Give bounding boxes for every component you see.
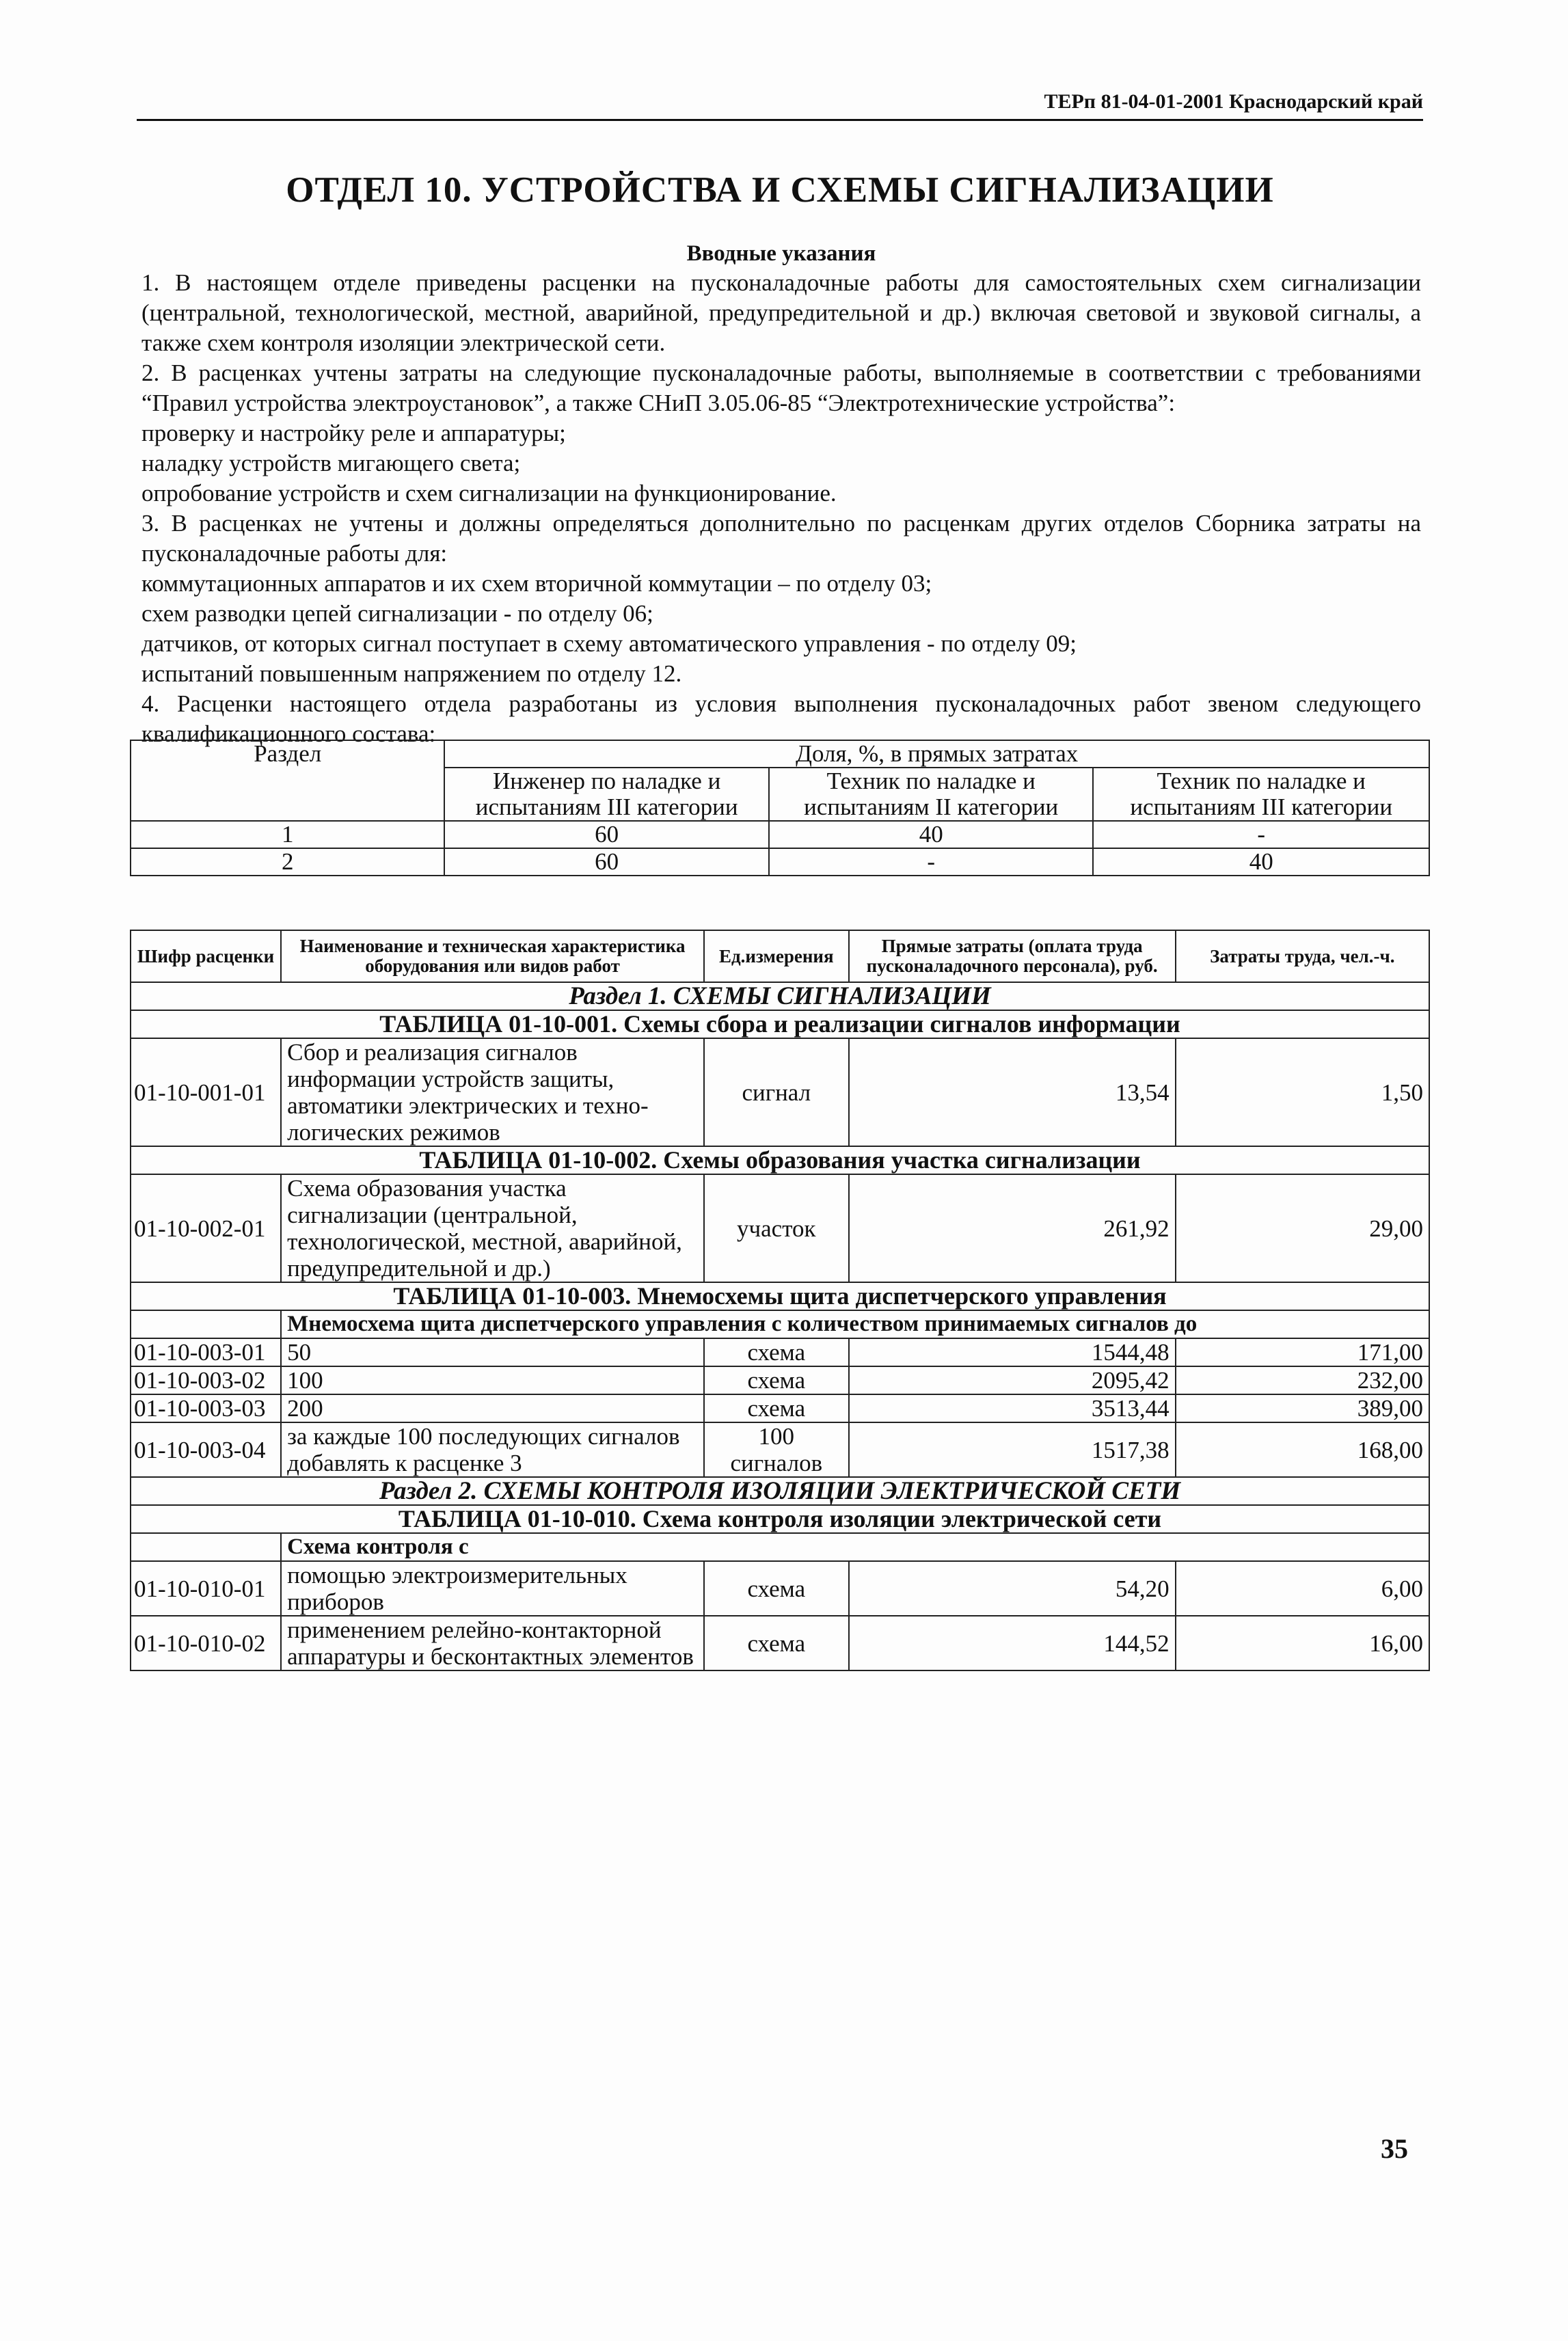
rate-unit: схема [704,1561,849,1616]
document-header: ТЕРп 81-04-01-2001 Краснодарский край [1044,90,1423,113]
note-paragraph: 2. В расценках учтены затраты на следующие пусконаладочные работы, выполняемые в соответствии с требованиями “Правил устройства электроустановок”, а также СНиП 3.05.06-85 “Электротехнические устройства”: [141,360,1421,416]
table-row [131,1366,1429,1394]
rate-unit: схема [704,1338,849,1366]
rate-description: 200 [281,1394,704,1422]
table-row [131,740,1429,768]
table-title: ТАБЛИЦА 01-10-010. Схема контроля изоляции электрической сети [131,1505,1429,1533]
section-title: Раздел 1. СХЕМЫ СИГНАЛИЗАЦИИ [131,982,1429,1010]
rate-unit: 100 сигналов [704,1422,849,1477]
table-header-row [131,930,1429,982]
rate-code: 01-10-003-04 [131,1422,281,1477]
note-paragraph: наладку устройств мигающего света; [141,450,521,476]
header-cell: Техник по наладке и испытаниям II категории [769,768,1094,821]
header-cell: Прямые затраты (оплата труда пусконаладочного персонала), руб. [849,930,1176,982]
rate-labor: 389,00 [1176,1394,1429,1422]
table-row [131,821,1429,848]
header-cell: Ед.измерения [704,930,849,982]
table-cell: 40 [769,821,1094,848]
note-paragraph: датчиков, от которых сигнал поступает в схему автоматического управления - по отделу 09; [141,630,1077,657]
table-title-row [131,1146,1429,1174]
header-cell: Инженер по наладке и испытаниям III категории [444,768,769,821]
table-row [131,1561,1429,1616]
rate-cost: 13,54 [849,1038,1176,1146]
rate-cost: 54,20 [849,1561,1176,1616]
page-number: 35 [1381,2133,1408,2164]
table-row [131,1422,1429,1477]
note-paragraph: 1. В настоящем отделе приведены расценки на пусконаладочные работы для самостоятельных схем сигнализации (центральной, технологической, местной, аварийной, предупредительной и др.) включая световой и звуковой сигналы, а также схем контроля изоляции электрической сети. [141,269,1421,356]
rate-code: 01-10-003-03 [131,1394,281,1422]
table-title: ТАБЛИЦА 01-10-001. Схемы сбора и реализации сигналов информации [131,1010,1429,1038]
table-title-row [131,1010,1429,1038]
table-cell: - [1093,821,1429,848]
note-paragraph: 3. В расценках не учтены и должны определяться дополнительно по расценкам других отделов Сборника затраты на пусконаладочные работы для: [141,510,1421,567]
rate-labor: 168,00 [1176,1422,1429,1477]
header-cell: Шифр расценки [131,930,281,982]
rate-unit: сигнал [704,1038,849,1146]
header-cell: Доля, %, в прямых затратах [444,740,1429,768]
table-title: ТАБЛИЦА 01-10-002. Схемы образования участка сигнализации [131,1146,1429,1174]
rate-code: 01-10-010-02 [131,1616,281,1670]
rate-cost: 261,92 [849,1174,1176,1282]
table-title: ТАБЛИЦА 01-10-003. Мнемосхемы щита диспетчерского управления [131,1282,1429,1310]
table-row [131,1533,1429,1561]
table-row [131,1038,1429,1146]
rates-table [130,930,1430,1671]
table-row [131,1174,1429,1282]
subheading: Схема контроля с [281,1533,1429,1561]
rate-cost: 1517,38 [849,1422,1176,1477]
rate-code: 01-10-010-01 [131,1561,281,1616]
section-row [131,982,1429,1010]
rate-cost: 2095,42 [849,1366,1176,1394]
rate-description: за каждые 100 последующих сигналов добавлять к расценке 3 [281,1422,704,1477]
table-cell: 60 [444,821,769,848]
introductory-notes [141,239,1421,749]
rate-labor: 1,50 [1176,1038,1429,1146]
header-rule [137,119,1423,121]
rate-unit: схема [704,1366,849,1394]
rate-description: Сбор и реализация сигналов информации устройств защиты, автоматики электрических и техно-логических режимов [281,1038,704,1146]
rate-description: применением релейно-контакторной аппаратуры и бесконтактных элементов [281,1616,704,1670]
rate-labor: 6,00 [1176,1561,1429,1616]
table-cell: 60 [444,848,769,876]
rate-cost: 1544,48 [849,1338,1176,1366]
table-row [131,1394,1429,1422]
rate-code: 01-10-002-01 [131,1174,281,1282]
rate-labor: 232,00 [1176,1366,1429,1394]
rate-description: помощью электроизмерительных приборов [281,1561,704,1616]
rate-unit: схема [704,1394,849,1422]
page-title: ОТДЕЛ 10. УСТРОЙСТВА И СХЕМЫ СИГНАЛИЗАЦИИ [286,170,1274,210]
labor-share-table [130,740,1430,876]
table-row [131,1310,1429,1338]
table-row [131,1338,1429,1366]
table-cell: 1 [131,821,444,848]
note-paragraph: испытаний повышенным напряжением по отделу 12. [141,660,682,687]
header-cell: Техник по наладке и испытаниям III категории [1093,768,1429,821]
subheading: Мнемосхема щита диспетчерского управления с количеством принимаемых сигналов до [281,1310,1429,1338]
empty-cell [131,1533,281,1561]
table-row [131,848,1429,876]
header-cell: Раздел [131,740,444,821]
rate-labor: 16,00 [1176,1616,1429,1670]
rate-labor: 29,00 [1176,1174,1429,1282]
rate-code: 01-10-003-01 [131,1338,281,1366]
table-cell: 2 [131,848,444,876]
rate-unit: участок [704,1174,849,1282]
rate-cost: 3513,44 [849,1394,1176,1422]
table-row [131,1616,1429,1670]
note-paragraph: коммутационных аппаратов и их схем вторичной коммутации – по отделу 03; [141,570,932,597]
table-title-row [131,1282,1429,1310]
rate-description: Схема образования участка сигнализации (центральной, технологической, местной, аварийной, предупредительной и др.) [281,1174,704,1282]
table-cell: 40 [1093,848,1429,876]
rate-cost: 144,52 [849,1616,1176,1670]
note-paragraph: 4. Расценки настоящего отдела разработаны из условия выполнения пусконаладочных работ звеном следующего квалификационного состава: [141,690,1421,747]
section-title: Раздел 2. СХЕМЫ КОНТРОЛЯ ИЗОЛЯЦИИ ЭЛЕКТРИЧЕСКОЙ СЕТИ [131,1477,1429,1505]
rate-code: 01-10-001-01 [131,1038,281,1146]
header-cell: Наименование и техническая характеристика оборудования или видов работ [281,930,704,982]
rate-labor: 171,00 [1176,1338,1429,1366]
table-cell: - [769,848,1094,876]
notes-subtitle: Вводные указания [686,241,876,266]
note-paragraph: схем разводки цепей сигнализации - по отделу 06; [141,600,653,627]
header-cell: Затраты труда, чел.-ч. [1176,930,1429,982]
table-title-row [131,1505,1429,1533]
note-paragraph: опробование устройств и схем сигнализации на функционирование. [141,480,837,506]
rate-unit: схема [704,1616,849,1670]
empty-cell [131,1310,281,1338]
rate-code: 01-10-003-02 [131,1366,281,1394]
rate-description: 100 [281,1366,704,1394]
note-paragraph: проверку и настройку реле и аппаратуры; [141,420,566,446]
rate-description: 50 [281,1338,704,1366]
section-row [131,1477,1429,1505]
